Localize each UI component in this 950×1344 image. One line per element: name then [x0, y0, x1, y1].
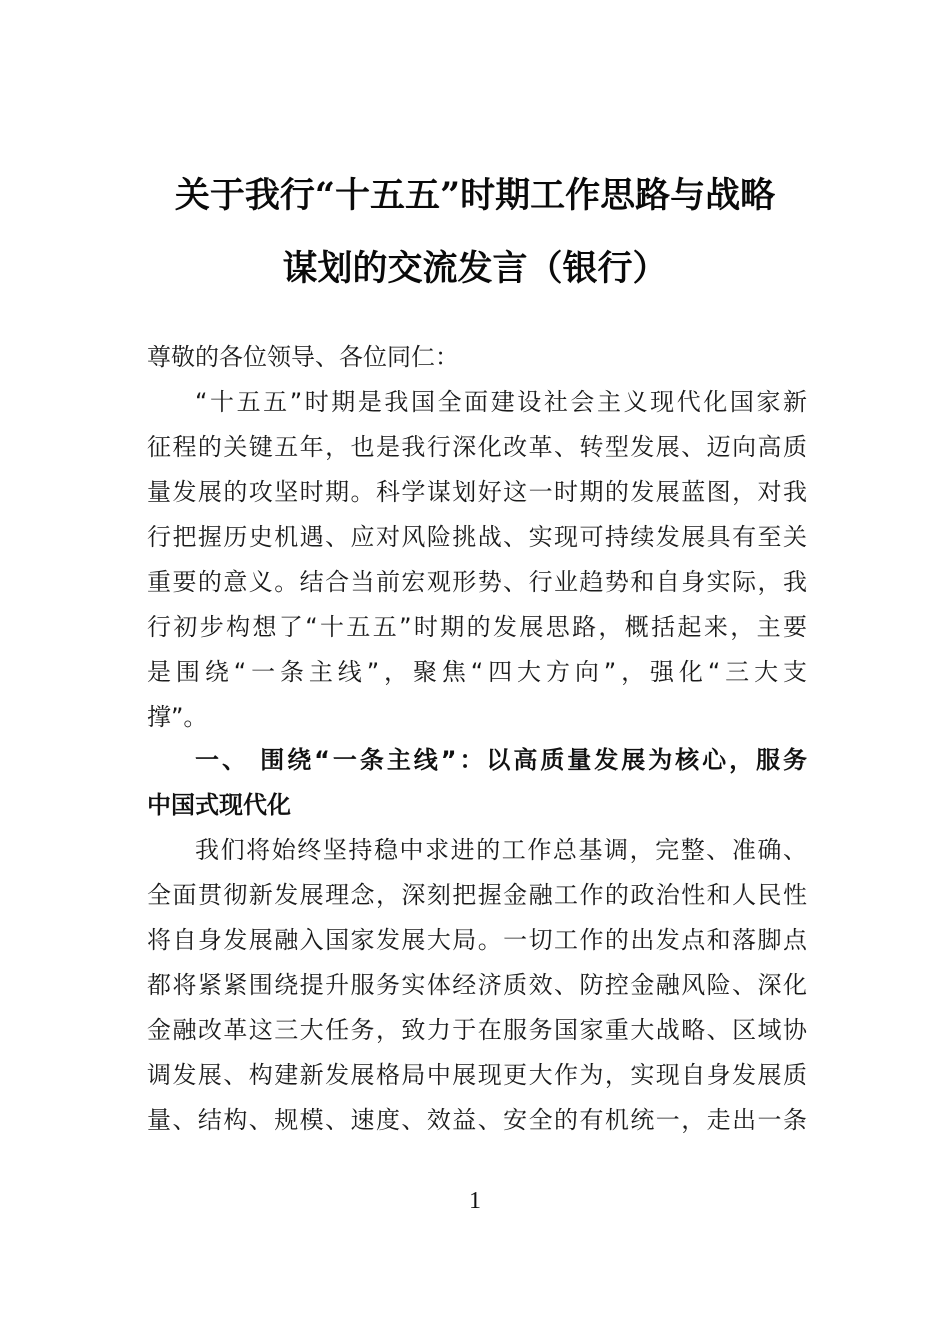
- section-1-paragraph-line: 都将紧紧围绕提升服务实体经济质效、防控金融风险、深化: [147, 971, 807, 999]
- section-1-paragraph-line: 将自身发展融入国家发展大局。一切工作的出发点和落脚点: [147, 926, 807, 954]
- page-number: 1: [469, 1188, 481, 1214]
- intro-paragraph-line: 重要的意义。结合当前宏观形势、行业趋势和自身实际，我: [147, 568, 807, 596]
- section-1-paragraph-line: 量、结构、规模、速度、效益、安全的有机统一，走出一条: [147, 1106, 807, 1134]
- section-1-heading-line: 一、 围绕“一条主线”：以高质量发展为核心，服务: [195, 746, 807, 774]
- section-1-paragraph-line: 全面贯彻新发展理念，深刻把握金融工作的政治性和人民性: [147, 881, 807, 909]
- section-1-heading-line: 中国式现代化: [147, 791, 291, 819]
- intro-paragraph-line: 撑”。: [147, 703, 208, 731]
- intro-paragraph-line: 量发展的攻坚时期。科学谋划好这一时期的发展蓝图，对我: [147, 478, 807, 506]
- intro-paragraph-line: 是围绕“一条主线”，聚焦“四大方向”，强化“三大支: [147, 658, 807, 686]
- salutation: 尊敬的各位领导、各位同仁：: [147, 343, 459, 371]
- section-1-paragraph-line: 调发展、构建新发展格局中展现更大作为，实现自身发展质: [147, 1061, 807, 1089]
- intro-paragraph-line: “十五五”时期是我国全面建设社会主义现代化国家新: [195, 388, 807, 416]
- document-title-line-2: 谋划的交流发言（银行）: [282, 248, 668, 289]
- intro-paragraph-line: 征程的关键五年，也是我行深化改革、转型发展、迈向高质: [147, 433, 807, 461]
- section-1-paragraph-line: 金融改革这三大任务，致力于在服务国家重大战略、区域协: [147, 1016, 807, 1044]
- section-1-paragraph-line: 我们将始终坚持稳中求进的工作总基调，完整、准确、: [195, 836, 807, 864]
- intro-paragraph-line: 行初步构想了“十五五”时期的发展思路，概括起来，主要: [147, 613, 807, 641]
- document-title-line-1: 关于我行“十五五”时期工作思路与战略: [174, 175, 776, 216]
- intro-paragraph-line: 行把握历史机遇、应对风险挑战、实现可持续发展具有至关: [147, 523, 807, 551]
